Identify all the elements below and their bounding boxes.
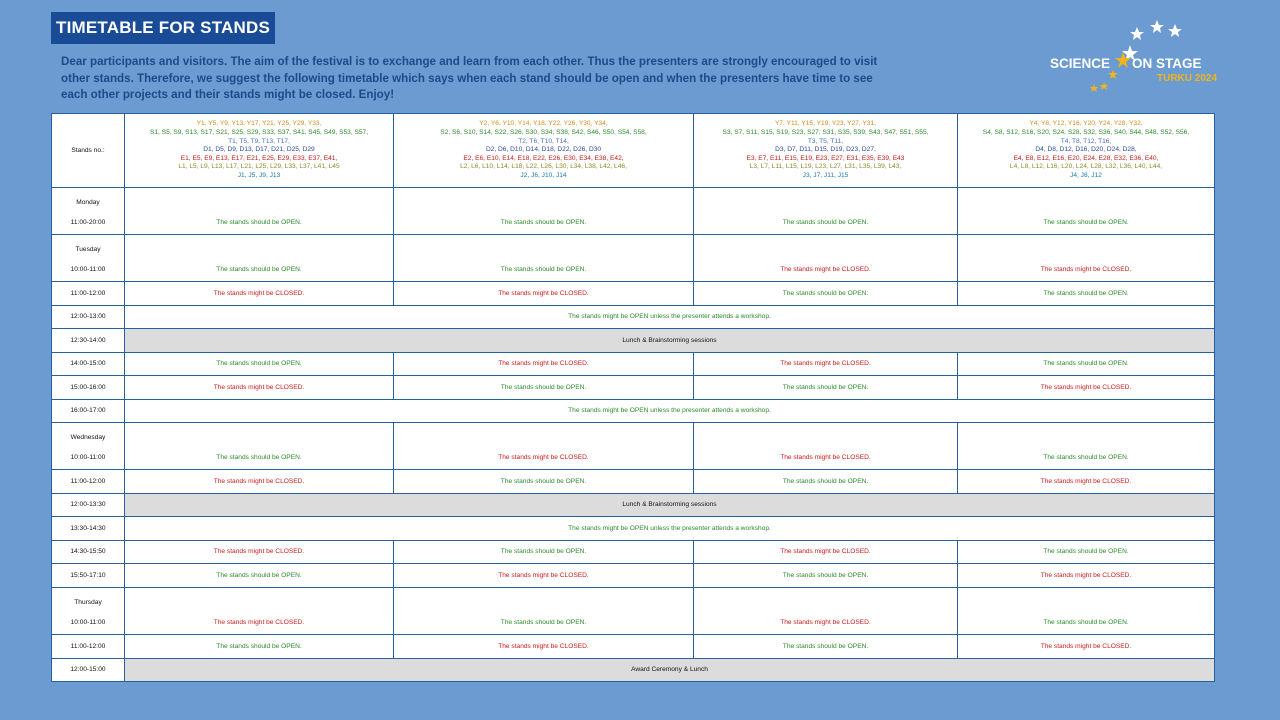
status-cell: The stands might be CLOSED. (694, 423, 958, 470)
stand-group-2: Y2, Y6, Y10, Y14, Y18, Y22, Y26, Y30, Y34, S2, S6, S10, S14, S22, S26, S30, S34, S38, S42, S46, S50, S54, S58, T2, T6, T10, T14, D2, D6, D10, D14, D18, D22, D26, D30 E2, E6, E10, E14, E18, E22, E26, E30, E34, E38, E42, L2, L6, L10, L14, L18, L22, L26, L30, L34, L38, L42, L46, J2, J6, J10, J14 (394, 114, 694, 188)
table-row (52, 188, 1215, 235)
status-cell: The stands should be OPEN. (394, 188, 694, 235)
lunch-cell: Lunch & Brainstorming sessions (125, 329, 1215, 353)
status-cell: The stands should be OPEN. (958, 353, 1215, 376)
day-cell-monday: Monday 11:00-20:00 (52, 188, 125, 235)
stand-group-3: Y7, Y11, Y15, Y19, Y23, Y27, Y31, S3, S7, S11, S15, S19, S23, S27, S31, S35, S39, S43, S47, S51, S55, T3, T5, T11, D3, D7, D11, D15, D19, D23, D27, E3, E7, E11, E15, E19, E23, E27, E31, E35, E39, E43 L3, L7, L11, L15, L19, L23, L27, L31, L35, L39, L43, J3, J7, J11, J15 (694, 114, 958, 188)
status-cell: The stands might be CLOSED. (958, 376, 1215, 400)
status-cell: The stands might be CLOSED. (958, 235, 1215, 282)
table-row (52, 329, 1215, 353)
status-cell: The stands should be OPEN. (958, 188, 1215, 235)
status-cell: The stands should be OPEN. (125, 353, 394, 376)
status-cell: The stands should be OPEN. (394, 470, 694, 494)
title-banner (51, 12, 275, 44)
workshop-cell: The stands might be OPEN unless the presenter attends a workshop. (125, 517, 1215, 541)
status-cell: The stands should be OPEN. (694, 470, 958, 494)
status-cell: The stands might be CLOSED. (125, 376, 394, 400)
status-cell: The stands might be CLOSED. (958, 635, 1215, 659)
award-cell: Award Ceremony & Lunch (125, 659, 1215, 682)
status-cell: The stands might be CLOSED. (394, 353, 694, 376)
time-cell: 12:00-15:00 (52, 659, 125, 682)
table-row (52, 494, 1215, 517)
table-row (52, 635, 1215, 659)
stand-group-1: Y1, Y5, Y9, Y13, Y17, Y21, Y25, Y29, Y33, S1, S5, S9, S13, S17, S21, S25, S29, S33, S37, S41, S45, S49, S53, S57, T1, T5, T9, T13, T17, D1, D5, D9, D13, D17, D21, D25, D29 E1, E5, E9, E13, E17, E21, E25, E29, E33, E37, E41, L1, L5, L9, L13, L17, L21, L25, L29, L33, L37, L41, L45 J1, J5, J9, J13 (125, 114, 394, 188)
status-cell: The stands might be CLOSED. (394, 635, 694, 659)
status-cell: The stands should be OPEN. (694, 564, 958, 588)
time-cell: 15:00-16:00 (52, 376, 125, 400)
table-row (52, 235, 1215, 282)
status-cell: The stands should be OPEN. (958, 282, 1215, 306)
status-cell: The stands should be OPEN. (394, 376, 694, 400)
table-row (52, 423, 1215, 470)
status-cell: The stands might be CLOSED. (694, 235, 958, 282)
time-cell: 12:00-13:30 (52, 494, 125, 517)
table-row (52, 659, 1215, 682)
status-cell: The stands should be OPEN. (958, 423, 1215, 470)
status-cell: The stands might be CLOSED. (694, 353, 958, 376)
table-row (52, 282, 1215, 306)
status-cell: The stands might be CLOSED. (394, 423, 694, 470)
stands-row (52, 114, 1215, 188)
status-cell: The stands should be OPEN. (694, 188, 958, 235)
status-cell: The stands should be OPEN. (125, 635, 394, 659)
time-cell: 16:00-17:00 (52, 400, 125, 423)
table-row (52, 588, 1215, 635)
table-row (52, 470, 1215, 494)
logo-subtext: TURKU 2024 (1157, 73, 1218, 84)
time-cell: 11:00-12:00 (52, 635, 125, 659)
day-cell-wednesday: Wednesday 10:00-11:00 (52, 423, 125, 470)
status-cell: The stands should be OPEN. (125, 235, 394, 282)
table-row (52, 353, 1215, 376)
time-cell: 12:30-14:00 (52, 329, 125, 353)
day-cell-thursday: Thursday 10:00-11:00 (52, 588, 125, 635)
status-cell: The stands might be CLOSED. (125, 282, 394, 306)
stand-group-4: Y4, Y8, Y12, Y16, Y20, Y24, Y28, Y32, S4, S8, S12, S16, S20, S24, S28, S32, S36, S40, S44, S48, S52, S56, T4, T8, T12, T16, D4, D8, D12, D16, D20, D24, D28, E4, E8, E12, E16, E20, E24, E28, E32, E36, E40, L4, L8, L12, L16, L20, L24, L28, L32, L36, L40, L44, J4, J8, J12 (958, 114, 1215, 188)
time-cell: 11:00-12:00 (52, 470, 125, 494)
intro-text: Dear participants and visitors. The aim of the festival is to exchange and learn from each other. Thus the presenters are strongly encouraged to visit other stands. Therefore, we suggest the following timetable which says when each stand should be open and when the presenters have time to see each other projects and their stands might be closed. Enjoy! (61, 55, 878, 101)
logo-text: SCIENCE ON STAGE (1050, 56, 1202, 71)
status-cell: The stands should be OPEN. (694, 282, 958, 306)
time-cell: 15:50-17:10 (52, 564, 125, 588)
status-cell: The stands should be OPEN. (694, 635, 958, 659)
stands-label: Stands no.: (52, 114, 125, 188)
timetable (51, 113, 1215, 682)
table-row (52, 306, 1215, 329)
table-row (52, 541, 1215, 564)
status-cell: The stands should be OPEN. (125, 423, 394, 470)
status-cell: The stands might be CLOSED. (958, 470, 1215, 494)
status-cell: The stands should be OPEN. (958, 588, 1215, 635)
workshop-cell: The stands might be OPEN unless the presenter attends a workshop. (125, 306, 1215, 329)
status-cell: The stands should be OPEN. (125, 564, 394, 588)
table-row (52, 564, 1215, 588)
time-cell: 14:00-15:00 (52, 353, 125, 376)
time-cell: 11:00-12:00 (52, 282, 125, 306)
science-on-stage-logo (1046, 18, 1216, 98)
status-cell: The stands should be OPEN. (694, 376, 958, 400)
page-title: TIMETABLE FOR STANDS (56, 18, 270, 37)
status-cell: The stands might be CLOSED. (125, 541, 394, 564)
lunch-cell: Lunch & Brainstorming sessions (125, 494, 1215, 517)
status-cell: The stands might be CLOSED. (125, 588, 394, 635)
table-row (52, 400, 1215, 423)
workshop-cell: The stands might be OPEN unless the presenter attends a workshop. (125, 400, 1215, 423)
time-cell: 14:30-15:50 (52, 541, 125, 564)
table-row (52, 376, 1215, 400)
day-cell-tuesday: Tuesday 10:00-11:00 (52, 235, 125, 282)
status-cell: The stands might be CLOSED. (394, 564, 694, 588)
status-cell: The stands should be OPEN. (958, 541, 1215, 564)
time-cell: 13:30-14:30 (52, 517, 125, 541)
status-cell: The stands might be CLOSED. (694, 541, 958, 564)
status-cell: The stands might be CLOSED. (958, 564, 1215, 588)
status-cell: The stands should be OPEN. (394, 588, 694, 635)
status-cell: The stands might be CLOSED. (694, 588, 958, 635)
status-cell: The stands should be OPEN. (394, 235, 694, 282)
status-cell: The stands might be CLOSED. (125, 470, 394, 494)
status-cell: The stands should be OPEN. (125, 188, 394, 235)
status-cell: The stands should be OPEN. (394, 541, 694, 564)
time-cell: 12:00-13:00 (52, 306, 125, 329)
table-row (52, 517, 1215, 541)
status-cell: The stands might be CLOSED. (394, 282, 694, 306)
